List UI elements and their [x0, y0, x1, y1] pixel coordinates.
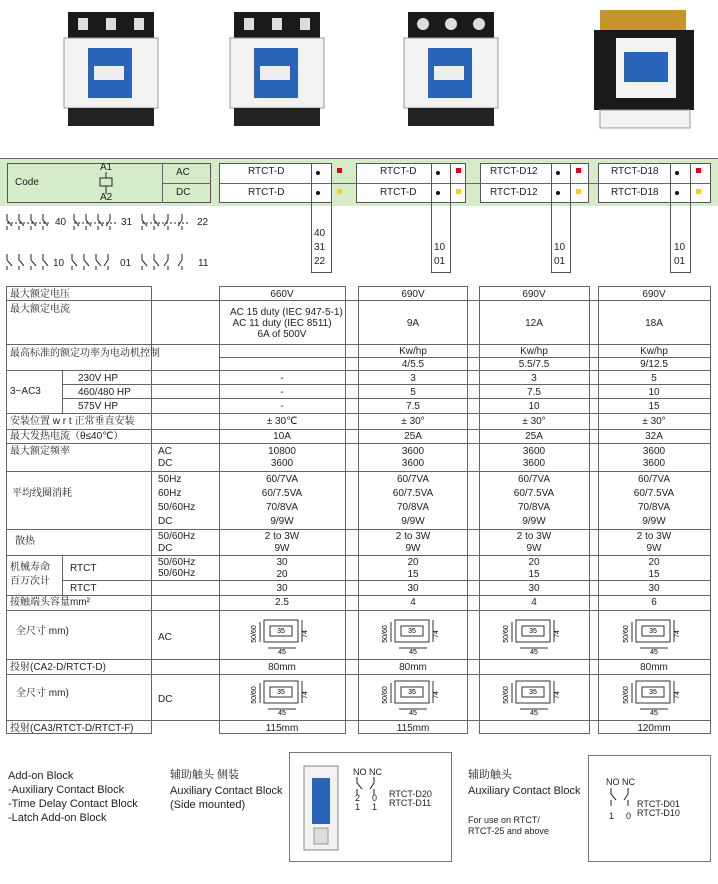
terminal-value: 6 — [651, 597, 657, 608]
mount-value: ± 30° — [401, 416, 425, 427]
max-voltage-value: 690V — [642, 289, 666, 300]
addon-line: -Latch Add-on Block — [8, 812, 107, 824]
life-model-1: RTCT — [70, 563, 97, 574]
ac3-value: 7.5 — [527, 387, 541, 398]
ac3-value: - — [280, 401, 284, 412]
dim-side: 50/60 — [623, 625, 630, 643]
life-value: 15 — [648, 569, 660, 580]
coil-symbol-icon — [96, 172, 118, 194]
marker-dot-icon — [675, 171, 679, 175]
dim-width: 35 — [529, 689, 537, 696]
dim-base: 45 — [530, 710, 538, 717]
contact-31-icon — [72, 212, 122, 232]
dimension-drawing — [383, 616, 443, 656]
dim-height: 74 — [302, 630, 309, 638]
row-life-label: 机械寿命 — [10, 562, 50, 573]
row-max-power-label: 最高标准的额定功率为电动机控制 — [10, 348, 160, 359]
model-1-ac: RTCT-D — [248, 166, 285, 177]
contactor-photo-4 — [590, 8, 700, 130]
contact-num: 10 — [434, 242, 446, 253]
coil-value: 70/8VA — [396, 502, 430, 513]
dim-base: 45 — [409, 649, 417, 656]
throw-ac-value: 80mm — [399, 662, 427, 673]
ac3-value: - — [280, 373, 284, 384]
row-size-dc-label: 全尺寸 mm) — [16, 688, 69, 699]
max-current-value: 6A of 500V — [257, 329, 307, 340]
coil-value: 60/7.5VA — [261, 488, 303, 499]
dimension-drawing — [624, 677, 684, 717]
contactor-photo-1 — [58, 8, 168, 130]
mount-value: ± 30° — [642, 416, 666, 427]
contact-11-icon — [140, 252, 196, 272]
aux-note2: RTCT-25 and above — [468, 826, 549, 836]
dissipation-value: 2 to 3W — [516, 531, 552, 542]
model-4-ac: RTCT-D18 — [611, 166, 659, 177]
throw-ac-value: 80mm — [640, 662, 668, 673]
row-coil-label: 平均线圈消耗 — [12, 488, 72, 499]
throw-dc-value: 115mm — [396, 723, 430, 734]
side-num: 2 — [355, 793, 361, 803]
coil-60hz-label: 60Hz — [158, 488, 182, 499]
freq-dc-value: 3600 — [270, 458, 294, 469]
row-heat-current-label: 最大发热电流（θ≤40℃） — [10, 431, 124, 442]
row-max-freq-label: 最大额定频率 — [10, 446, 70, 457]
model-3-ac: RTCT-D12 — [490, 166, 538, 177]
coil-value: 9/9W — [401, 516, 425, 527]
dim-height: 74 — [674, 630, 681, 638]
dimension-drawing — [383, 677, 443, 717]
terminal-value: 4 — [410, 597, 416, 608]
dc-label: DC — [176, 187, 191, 198]
contact-22-icon — [140, 212, 196, 232]
freq-dc-value: 3600 — [522, 458, 546, 469]
ac3-value: 7.5 — [406, 401, 420, 412]
dim-side: 50/60 — [503, 625, 510, 643]
model-2-ac: RTCT-D — [380, 166, 417, 177]
addon-line: Add-on Block — [8, 770, 74, 782]
side-num: 1 — [372, 802, 378, 812]
freq-ac-value: 3600 — [401, 446, 425, 457]
marker-dot-icon — [436, 191, 440, 195]
coil-value: 70/8VA — [637, 502, 671, 513]
coil-value: 60/7.5VA — [392, 488, 434, 499]
ac3-value: 3 — [410, 373, 416, 384]
life-value: 20 — [407, 557, 419, 568]
size-ac-type: AC — [158, 632, 172, 643]
ac3-value: 5 — [651, 373, 657, 384]
dim-height: 74 — [554, 630, 561, 638]
throw-dc-value: 115mm — [265, 723, 299, 734]
freq-ac-value: 3600 — [522, 446, 546, 457]
model-3-dc: RTCT-D12 — [490, 187, 538, 198]
max-voltage-value: 690V — [401, 289, 425, 300]
dim-height: 74 — [674, 691, 681, 699]
coil-5060hz-label: 50/60Hz — [158, 502, 196, 513]
ac3-value: 15 — [648, 401, 660, 412]
dim-width: 35 — [649, 689, 657, 696]
ac3-value: 5 — [410, 387, 416, 398]
marker-dot-icon — [556, 171, 560, 175]
contact-40-icon — [5, 212, 55, 232]
coil-value: 70/8VA — [517, 502, 551, 513]
dim-width: 35 — [408, 628, 416, 635]
terminal-value: 2.5 — [275, 597, 289, 608]
dc-marker-icon — [696, 189, 701, 194]
front-num: 1 — [609, 811, 615, 821]
ac3-value: - — [280, 387, 284, 398]
max-current-value: 12A — [525, 318, 543, 329]
dim-side: 50/60 — [382, 686, 389, 704]
aux-note1: For use on RTCT/ — [468, 815, 540, 825]
throw-ac-value: 80mm — [268, 662, 296, 673]
freq-ac-label: AC — [158, 446, 172, 457]
life-value: 30 — [276, 583, 288, 594]
contact-num: 01 — [674, 256, 686, 267]
max-power-value: 4/5.5 — [401, 359, 425, 370]
life-model-2: RTCT — [70, 583, 97, 594]
aux-side-cn: 辅助触头 侧装 — [170, 769, 240, 781]
dissipation-5060-label: 50/60Hz — [158, 531, 196, 542]
dimension-drawing — [504, 677, 564, 717]
contact-num: 10 — [674, 242, 686, 253]
dissipation-value: 9W — [405, 543, 421, 554]
row-mount-label: 安装位置 w r t 正常垂直安装 — [10, 416, 135, 427]
contact-10-icon — [5, 252, 51, 272]
life-value: 20 — [648, 557, 660, 568]
max-current-value: AC 11 duty (IEC 8511) — [232, 318, 332, 329]
dim-side: 50/60 — [251, 625, 258, 643]
life-value: 30 — [528, 583, 540, 594]
coil-value: 60/7.5VA — [513, 488, 555, 499]
coil-a2-label: A2 — [100, 192, 113, 203]
life-hz-2: 50/60Hz — [158, 568, 196, 579]
dim-width: 35 — [649, 628, 657, 635]
side-no: NO — [353, 767, 367, 777]
row-max-current-label: 最大额定电流 — [10, 304, 70, 315]
contact-01-icon — [70, 252, 116, 272]
dimension-drawing — [504, 616, 564, 656]
contact-num: 22 — [314, 256, 326, 267]
dissipation-dc-label: DC — [158, 543, 173, 554]
dim-side: 50/60 — [251, 686, 258, 704]
sym-31-label: 31 — [121, 217, 133, 228]
front-model: RTCT-D01 — [637, 799, 680, 809]
dim-side: 50/60 — [623, 686, 630, 704]
marker-dot-icon — [316, 191, 320, 195]
coil-value: 9/9W — [642, 516, 666, 527]
max-power-value: 9/12.5 — [640, 359, 668, 370]
ac-marker-icon — [456, 168, 461, 173]
contact-num: 01 — [434, 256, 446, 267]
sym-40-label: 40 — [55, 217, 67, 228]
dc-marker-icon — [337, 189, 342, 194]
sym-11-label: 11 — [198, 258, 209, 269]
dim-base: 45 — [650, 649, 658, 656]
ac3-value: 10 — [648, 387, 660, 398]
max-power-unit: Kw/hp — [520, 346, 548, 357]
row-terminal-label: 接触端头容量mm² — [10, 597, 90, 608]
dimension-drawing — [252, 677, 312, 717]
throw-dc-value: 120mm — [637, 723, 671, 734]
ac3-575-label: 575V HP — [78, 401, 119, 412]
coil-50hz-label: 50Hz — [158, 474, 182, 485]
coil-a1-label: A1 — [100, 162, 113, 173]
row-ac3-label: 3~AC3 — [10, 386, 41, 397]
coil-value: 60/7VA — [517, 474, 551, 485]
side-num: 1 — [355, 802, 361, 812]
freq-ac-value: 3600 — [642, 446, 666, 457]
coil-value: 60/7.5VA — [633, 488, 675, 499]
dim-width: 35 — [277, 689, 285, 696]
front-contact-icon — [606, 788, 636, 806]
freq-dc-value: 3600 — [401, 458, 425, 469]
model-4-dc: RTCT-D18 — [611, 187, 659, 198]
side-nc: NC — [369, 767, 382, 777]
addon-line: -Auxiliary Contact Block — [8, 784, 125, 796]
size-dc-type: DC — [158, 694, 173, 705]
coil-value: 9/9W — [522, 516, 546, 527]
coil-value: 60/7VA — [637, 474, 671, 485]
ac-marker-icon — [696, 168, 701, 173]
freq-ac-value: 10800 — [268, 446, 296, 457]
sym-01-label: 01 — [120, 258, 132, 269]
dim-height: 74 — [433, 691, 440, 699]
heat-current-value: 25A — [525, 431, 543, 442]
dim-base: 45 — [530, 649, 538, 656]
sym-22-label: 22 — [197, 217, 209, 228]
side-model: RTCT-D11 — [389, 798, 432, 808]
contact-num: 10 — [554, 242, 566, 253]
dimension-drawing — [252, 616, 312, 656]
heat-current-value: 32A — [645, 431, 663, 442]
life-value: 30 — [407, 583, 419, 594]
dim-base: 45 — [278, 710, 286, 717]
marker-dot-icon — [436, 171, 440, 175]
heat-current-value: 10A — [273, 431, 291, 442]
dim-side: 50/60 — [382, 625, 389, 643]
dim-base: 45 — [278, 649, 286, 656]
life-value: 15 — [407, 569, 419, 580]
dissipation-value: 2 to 3W — [264, 531, 300, 542]
dim-width: 35 — [408, 689, 416, 696]
max-voltage-value: 690V — [522, 289, 546, 300]
aux-side-en2: (Side mounted) — [170, 799, 246, 811]
ac-marker-icon — [337, 168, 342, 173]
mount-value: ± 30℃ — [266, 416, 298, 427]
dissipation-value: 9W — [274, 543, 290, 554]
front-model: RTCT-D10 — [637, 808, 680, 818]
dissipation-value: 9W — [526, 543, 542, 554]
ac-marker-icon — [576, 168, 581, 173]
row-life-label-2: 百万次计 — [10, 576, 50, 587]
dim-height: 74 — [554, 691, 561, 699]
model-1-dc: RTCT-D — [248, 187, 285, 198]
row-dissipation-label: 散热 — [15, 536, 35, 547]
aux-side-block-photo — [302, 764, 340, 852]
code-label: Code — [15, 177, 39, 188]
contact-num: 31 — [314, 242, 326, 253]
heat-current-value: 25A — [404, 431, 422, 442]
sym-10-label: 10 — [53, 258, 65, 269]
dissipation-value: 9W — [646, 543, 662, 554]
coil-value: 60/7VA — [265, 474, 299, 485]
life-value: 30 — [276, 557, 288, 568]
aux-cn: 辅助触头 — [468, 769, 512, 781]
dissipation-value: 2 to 3W — [395, 531, 431, 542]
mount-value: ± 30° — [522, 416, 546, 427]
ac3-230-label: 230V HP — [78, 373, 119, 384]
life-hz-1: 50/60Hz — [158, 557, 196, 568]
aux-en: Auxiliary Contact Block — [468, 785, 581, 797]
life-value: 20 — [276, 569, 288, 580]
addon-line: -Time Delay Contact Block — [8, 798, 138, 810]
life-value: 30 — [648, 583, 660, 594]
ac3-value: 10 — [528, 401, 540, 412]
model-2-dc: RTCT-D — [380, 187, 417, 198]
ac3-value: 3 — [531, 373, 537, 384]
ac3-460-label: 460/480 HP — [78, 387, 131, 398]
marker-dot-icon — [316, 171, 320, 175]
row-throw-dc-label: 投射(CA3/RTCT-D/RTCT-F) — [10, 723, 134, 734]
coil-value: 70/8VA — [265, 502, 299, 513]
contact-num: 40 — [314, 228, 326, 239]
freq-dc-value: 3600 — [642, 458, 666, 469]
dissipation-value: 2 to 3W — [636, 531, 672, 542]
max-power-value: 5.5/7.5 — [518, 359, 550, 370]
marker-dot-icon — [556, 191, 560, 195]
max-current-value: AC 15 duty (IEC 947-5-1) — [230, 307, 343, 318]
life-value: 15 — [528, 569, 540, 580]
front-nc: NC — [622, 777, 635, 787]
max-current-value: 18A — [645, 318, 663, 329]
aux-side-en1: Auxiliary Contact Block — [170, 785, 283, 797]
row-max-voltage-label: 最大额定电压 — [10, 289, 70, 300]
dim-width: 35 — [529, 628, 537, 635]
ac-label: AC — [176, 167, 190, 178]
dim-side: 50/60 — [503, 686, 510, 704]
side-model: RTCT-D20 — [389, 789, 432, 799]
row-throw-ac-label: 投射(CA2-D/RTCT-D) — [10, 662, 106, 673]
side-num: 0 — [372, 793, 378, 803]
max-current-value: 9A — [406, 318, 420, 329]
coil-value: 9/9W — [270, 516, 294, 527]
dim-base: 45 — [409, 710, 417, 717]
max-power-unit: Kw/hp — [399, 346, 427, 357]
max-power-unit: Kw/hp — [640, 346, 668, 357]
dim-height: 74 — [302, 691, 309, 699]
max-voltage-value: 660V — [270, 289, 294, 300]
dc-marker-icon — [576, 189, 581, 194]
dim-base: 45 — [650, 710, 658, 717]
coil-dc-label: DC — [158, 516, 173, 527]
contact-num: 01 — [554, 256, 566, 267]
dim-height: 74 — [433, 630, 440, 638]
contactor-photo-3 — [398, 8, 508, 130]
row-size-ac-label: 全尺寸 mm) — [16, 626, 69, 637]
dc-marker-icon — [456, 189, 461, 194]
marker-dot-icon — [675, 191, 679, 195]
dim-width: 35 — [277, 628, 285, 635]
freq-dc-label: DC — [158, 458, 173, 469]
dimension-drawing — [624, 616, 684, 656]
life-value: 20 — [528, 557, 540, 568]
front-no: NO — [606, 777, 620, 787]
terminal-value: 4 — [531, 597, 537, 608]
contactor-photo-2 — [224, 8, 334, 130]
front-num: 0 — [626, 811, 632, 821]
coil-value: 60/7VA — [396, 474, 430, 485]
